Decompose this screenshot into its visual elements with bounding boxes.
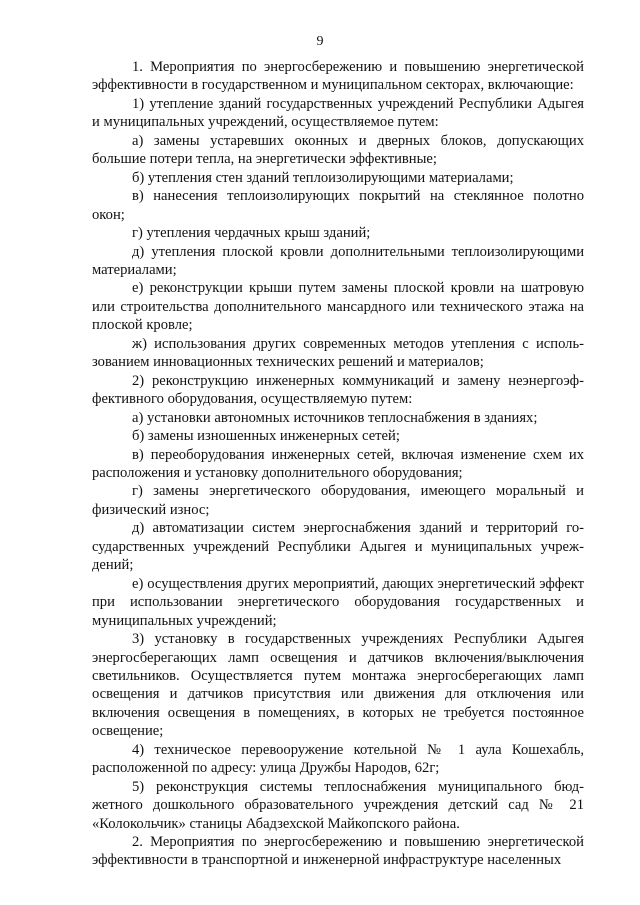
document-body xyxy=(92,58,584,870)
paragraph: б) утепления стен зданий теплоизолирующими материалами; xyxy=(132,169,514,186)
paragraph: ж) использования других современных методов утепления с использованием инновационных технических решений и материалов; xyxy=(92,335,584,371)
paragraph: 1. Мероприятия по энергосбережению и повышению энергетической эффективности в государственном и муниципальном секторах, включающие: xyxy=(92,59,584,94)
paragraph: а) замены устаревших оконных и дверных блоков, допускающих большие потери тепла, на энергетически эффективные; xyxy=(92,132,584,168)
paragraph: е) реконструкции крыши путем замены плоской кровли на шатровую или строительства дополнительного мансардного или технического этажа на плоской кровле; xyxy=(92,280,584,334)
paragraph: 5) реконструкция системы теплоснабжения муниципального бюджетного дошкольного образовательного учреждения детский сад № 21 «Колокольчик» станицы Абадзехской Майкопского района. xyxy=(92,778,584,832)
paragraph: в) переоборудования инженерных сетей, включая изменение схем их расположения и установку дополнительного оборудования; xyxy=(92,446,584,481)
page-number: 9 xyxy=(316,34,324,49)
paragraph: г) замены энергетического оборудования, имеющего моральный и физический износ; xyxy=(92,483,584,518)
paragraph: д) автоматизации систем энергоснабжения зданий и территорий государственных учреждений Республики Адыгея и муниципальных учреждений; xyxy=(92,520,584,574)
paragraph: 1) утепление зданий государственных учреждений Республики Адыгея и муниципальных учреждений, осуществляемое путем: xyxy=(92,95,584,131)
paragraph: 3) установку в государственных учреждениях Республики Адыгея энергосберегающих ламп освещения и датчиков включения/выключения светильников. Осуществляется путем монтажа энергосберегающих ламп освещения и датчиков присутствия или движения для отключения или включения освещения в помещениях, в которых не требуется постоянное освещение; xyxy=(92,631,584,740)
paragraph: г) утепления чердачных крыш зданий; xyxy=(132,225,371,242)
paragraph: б) замены изношенных инженерных сетей; xyxy=(132,428,400,445)
paragraph: е) осуществления других мероприятий, дающих энергетический эффект при использовании энергетического оборудования государственных и муниципальных учреждений; xyxy=(92,575,584,629)
paragraph: 2. Мероприятия по энергосбережению и повышению энергетической эффективности в транспортной и инженерной инфраструктуре населенных xyxy=(92,834,584,869)
paragraph: в) нанесения теплоизолирующих покрытий на стеклянное полотно окон; xyxy=(92,188,584,223)
paragraph: а) установки автономных источников теплоснабжения в зданиях; xyxy=(132,409,538,426)
paragraph: 2) реконструкцию инженерных коммуникаций и замену неэнергоэффективного оборудования, осуществляемую путем: xyxy=(92,372,584,408)
paragraph: 4) техническое перевооружение котельной № 1 аула Кошехабль, расположенной по адресу: улица Дружбы Народов, 62г; xyxy=(92,741,584,777)
paragraph: д) утепления плоской кровли дополнительными теплоизолирующими материалами; xyxy=(92,243,584,278)
